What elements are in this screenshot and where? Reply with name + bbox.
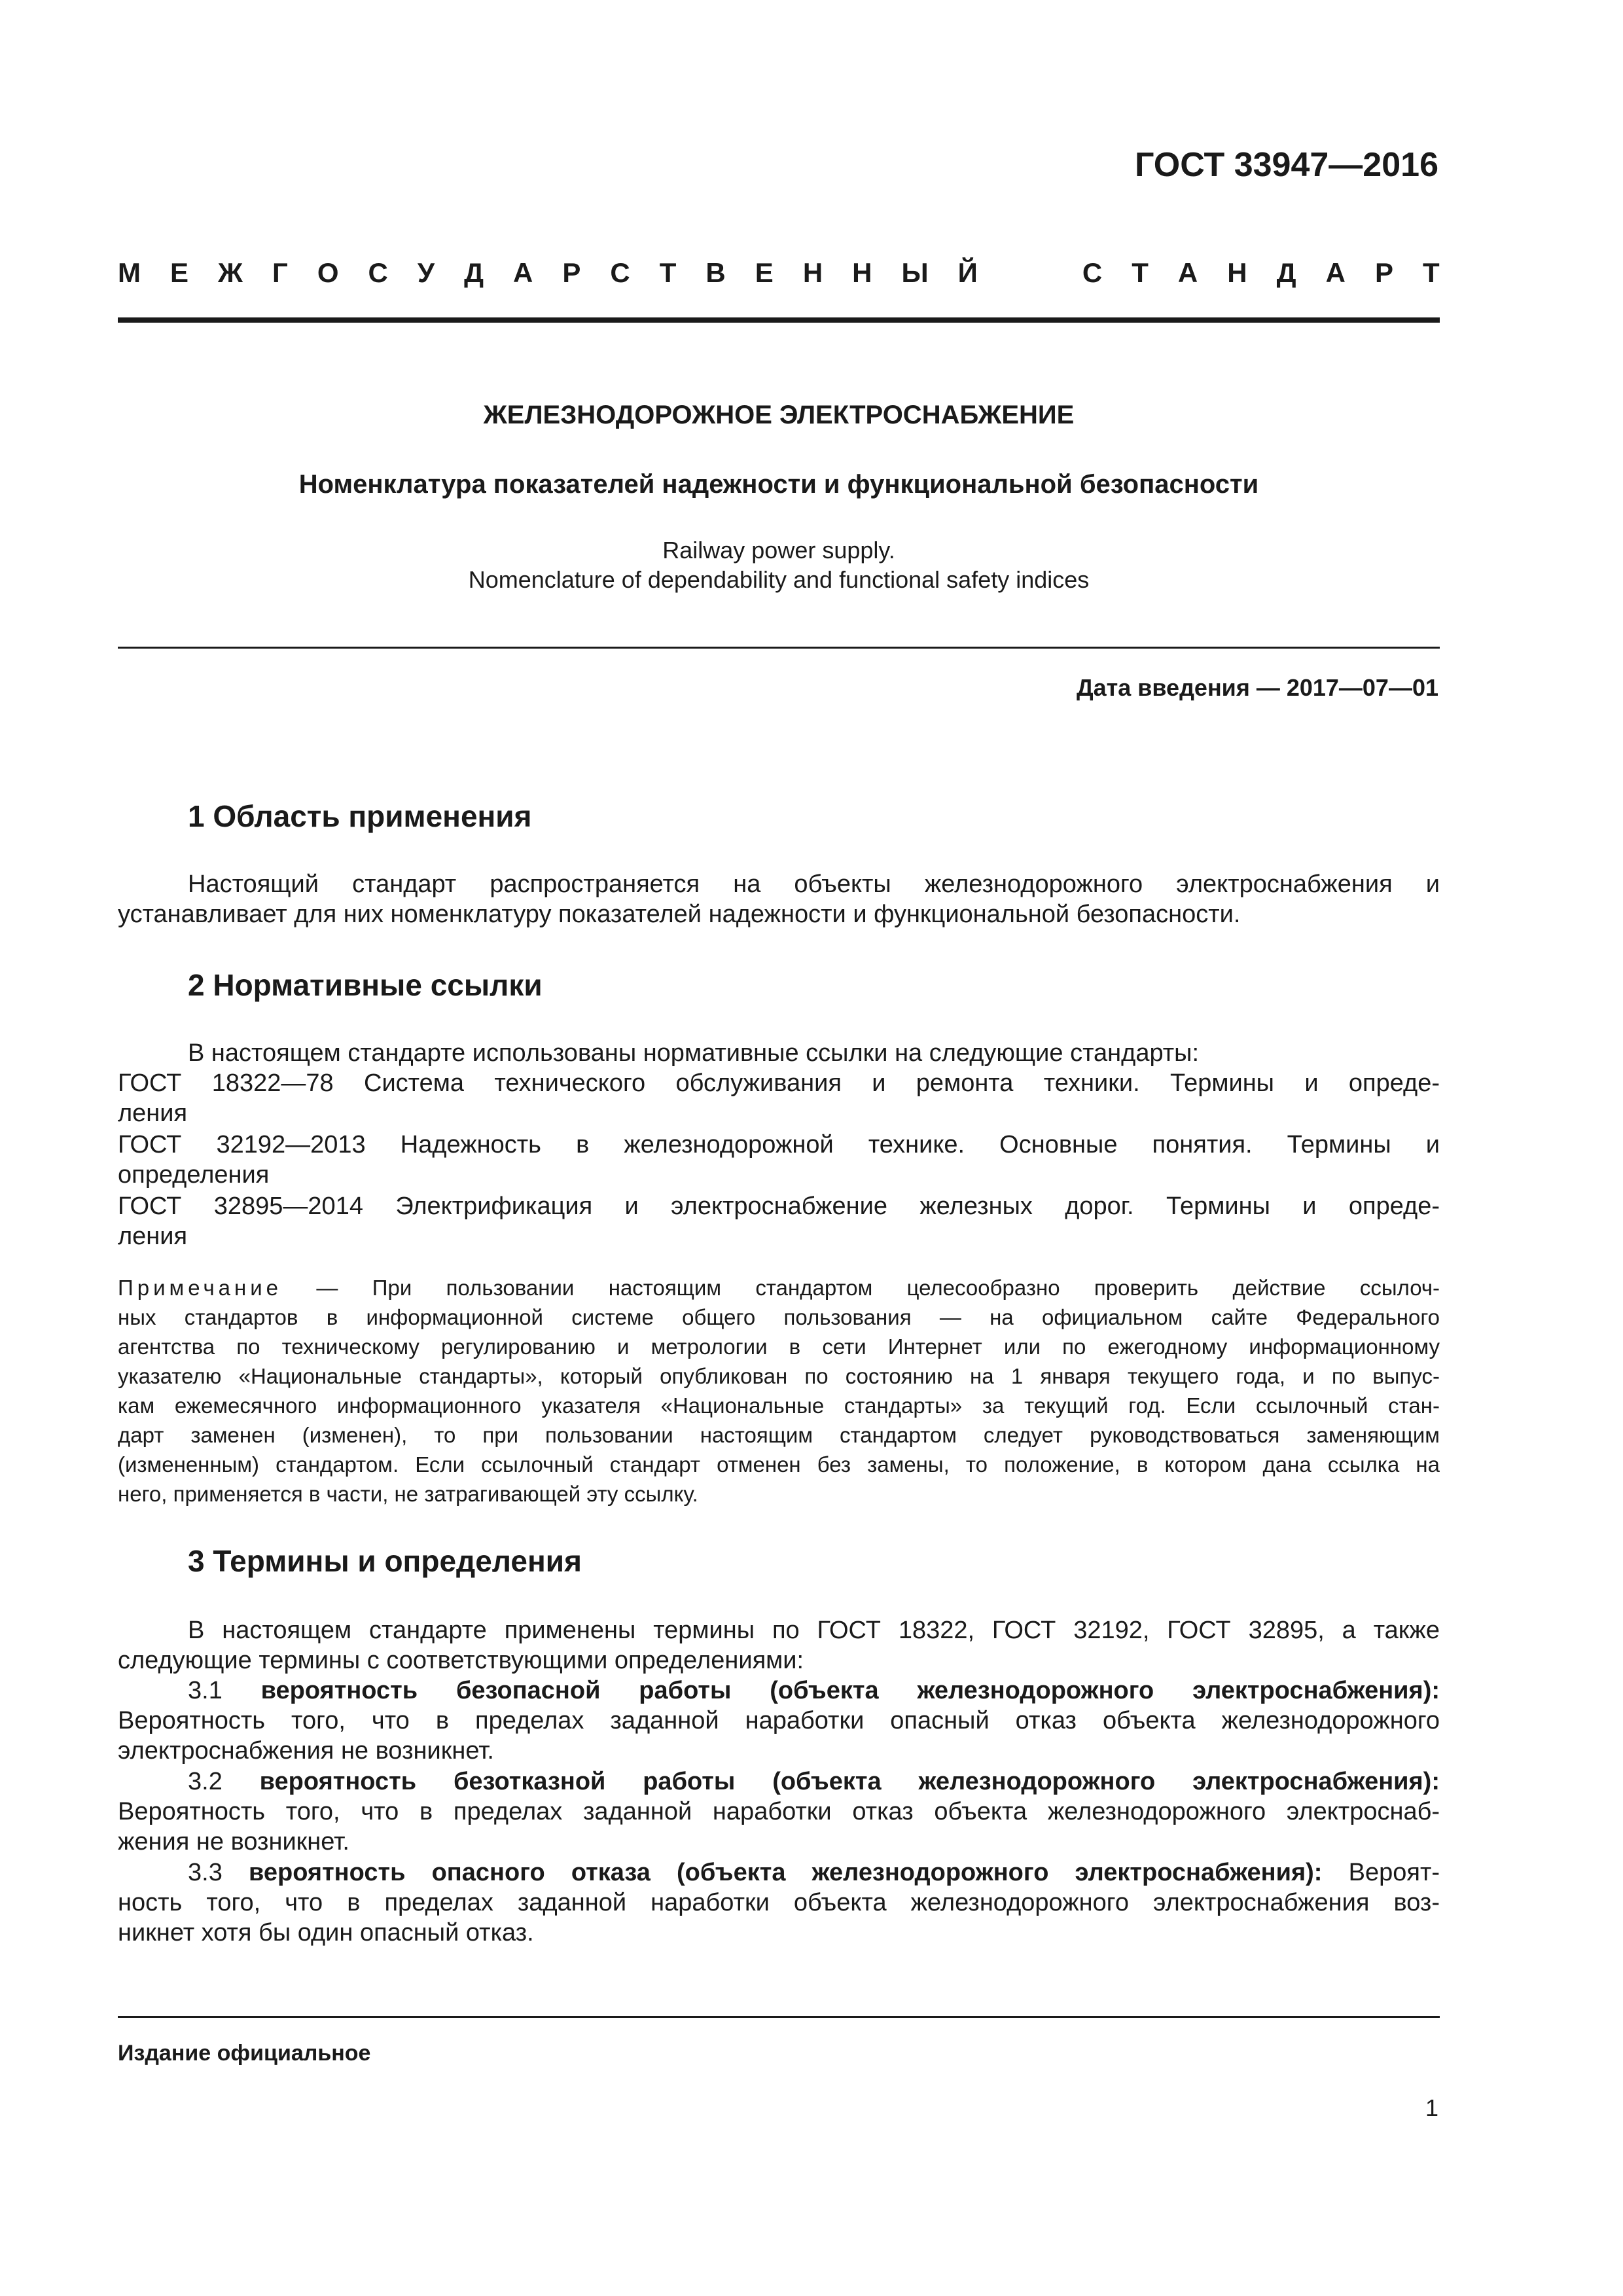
banner-letter: Ы [901,257,929,288]
reference-line: ления [118,1100,188,1127]
banner-letter: А [1325,257,1346,288]
note-label: Примечание [118,1276,283,1300]
banner-letter: Е [755,257,774,288]
banner-letter: Д [1276,257,1296,288]
banner-letter: Н [802,257,823,288]
section-paragraph [118,1615,1440,1676]
banner-letter: Е [170,257,189,288]
note-line: кам ежемесячного информационного указателя «Национальные стандарты» за текущий год. Если ссылочный стан- [118,1393,1440,1418]
title-rule [118,647,1440,649]
banner-letter: Т [1132,257,1149,288]
term-line [118,1676,1440,1706]
reference-line: ГОСТ 18322—78 Система технического обслуживания и ремонта техники. Термины и опреде- [118,1069,1440,1097]
banner-letter: Н [852,257,872,288]
banner-letter: О [317,257,339,288]
term-name: вероятность безопасной работы (объекта железнодорожного электроснабжения): [260,1677,1440,1704]
term-name: вероятность безотказной работы (объекта железнодорожного электроснабжения): [259,1768,1440,1795]
term-line [118,1857,1440,1888]
paragraph-line: В настоящем стандарте использованы нормативные ссылки на следующие стандарты: [188,1039,1200,1067]
banner-letter: Т [1422,257,1440,288]
page-number: 1 [1425,2094,1438,2121]
banner-letter: М [118,257,141,288]
banner-letter: Н [1227,257,1247,288]
paragraph-line: устанавливает для них номенклатуру показателей надежности и функциональной безопасности. [118,901,1241,928]
reference-line: ГОСТ 32192—2013 Надежность в железнодорожной технике. Основные понятия. Термины и [118,1131,1440,1158]
banner-letter: Р [562,257,581,288]
document-subtitle: Номенклатура показателей надежности и функциональной безопасности [298,470,1259,499]
section-heading: 2 Нормативные ссылки [188,968,543,1002]
english-title-line: Railway power supply. [662,537,895,564]
term-line [118,1767,1440,1797]
note-line: него, применяется в части, не затрагивающей эту ссылку. [118,1482,698,1506]
note-line [118,1273,1440,1302]
reference-line: ГОСТ 32895—2014 Электрификация и электроснабжение железных дорог. Термины и опреде- [118,1193,1440,1220]
banner-letter: В [705,257,726,288]
term-line: ность того, что в пределах заданной наработки объекта железнодорожного электроснабжения воз- [118,1889,1440,1916]
note-text: — При пользовании настоящим стандартом целесообразно проверить действие ссылоч- [316,1276,1440,1300]
banner-letter: С [610,257,630,288]
term-line: Вероятность того, что в пределах заданной наработки опасный отказ объекта железнодорожного [118,1707,1440,1734]
paragraph-line: В настоящем стандарте применены термины по ГОСТ 18322, ГОСТ 32192, ГОСТ 32895, а также [188,1617,1440,1644]
term-line: никнет хотя бы один опасный отказ. [118,1919,534,1946]
banner-gap [1007,257,1053,289]
term-definition [118,1767,1440,1857]
header-rule [118,317,1440,323]
official-edition-label: Издание официальное [118,2041,371,2066]
reference-line: ления [118,1223,188,1250]
paragraph-line: Настоящий стандарт распространяется на объекты железнодорожного электроснабжения и [188,870,1440,898]
section-paragraph [118,869,1440,929]
banner-letter: Т [659,257,677,288]
normative-reference [118,1130,1440,1190]
banner-letter: А [1177,257,1198,288]
banner-letter: А [513,257,533,288]
section-paragraph [118,1038,1440,1068]
standard-type-banner [118,257,1440,289]
banner-letter: С [368,257,388,288]
term-name: вероятность опасного отказа (объекта железнодорожного электроснабжения): [248,1859,1323,1886]
term-line: электроснабжения не возникнет. [118,1737,494,1765]
normative-reference [118,1068,1440,1128]
term-number: 3.2 [188,1768,223,1795]
term-number: 3.3 [188,1859,223,1886]
term-definition [118,1857,1440,1948]
banner-letter: Д [464,257,484,288]
note-line: (измененным) стандартом. Если ссылочный стандарт отменен без замены, то положение, в котором дана ссылка на [118,1452,1440,1477]
banner-letter: Р [1374,257,1393,288]
note-block [118,1273,1440,1509]
note-line: ных стандартов в информационной системе общего пользования — на официальном сайте Федерального [118,1305,1440,1329]
section-heading: 1 Область применения [188,799,532,833]
banner-letter: Ж [218,257,243,288]
english-title-line: Nomenclature of dependability and functional safety indices [468,566,1090,593]
document-code: ГОСТ 33947—2016 [1135,146,1438,184]
introduction-date: Дата введения — 2017—07—01 [1076,674,1438,701]
term-line: жения не возникнет. [118,1828,349,1856]
note-line: указателю «Национальные стандарты», который опубликован по состоянию на 1 января текущего года, и по выпус- [118,1364,1440,1388]
footer-rule [118,2016,1440,2018]
reference-line: определения [118,1161,270,1189]
term-definition-start: Вероят- [1348,1859,1440,1886]
term-number: 3.1 [188,1677,223,1704]
term-definition [118,1676,1440,1766]
section-heading: 3 Термины и определения [188,1544,582,1578]
banner-letter: С [1082,257,1103,288]
note-line: дарт заменен (изменен), то при пользовании настоящим стандартом следует руководствоваться заменяющим [118,1423,1440,1447]
term-line: Вероятность того, что в пределах заданной наработки отказ объекта железнодорожного электроснаб- [118,1798,1440,1825]
note-line: агентства по техническому регулированию и метрологии в сети Интернет или по ежегодному информационному [118,1335,1440,1359]
paragraph-line: следующие термины с соответствующими определениями: [118,1647,804,1674]
banner-letter: Г [272,257,288,288]
normative-reference [118,1191,1440,1251]
banner-letter: Й [957,257,978,288]
document-title: ЖЕЛЕЗНОДОРОЖНОЕ ЭЛЕКТРОСНАБЖЕНИЕ [483,401,1075,429]
banner-letter: У [417,257,435,288]
